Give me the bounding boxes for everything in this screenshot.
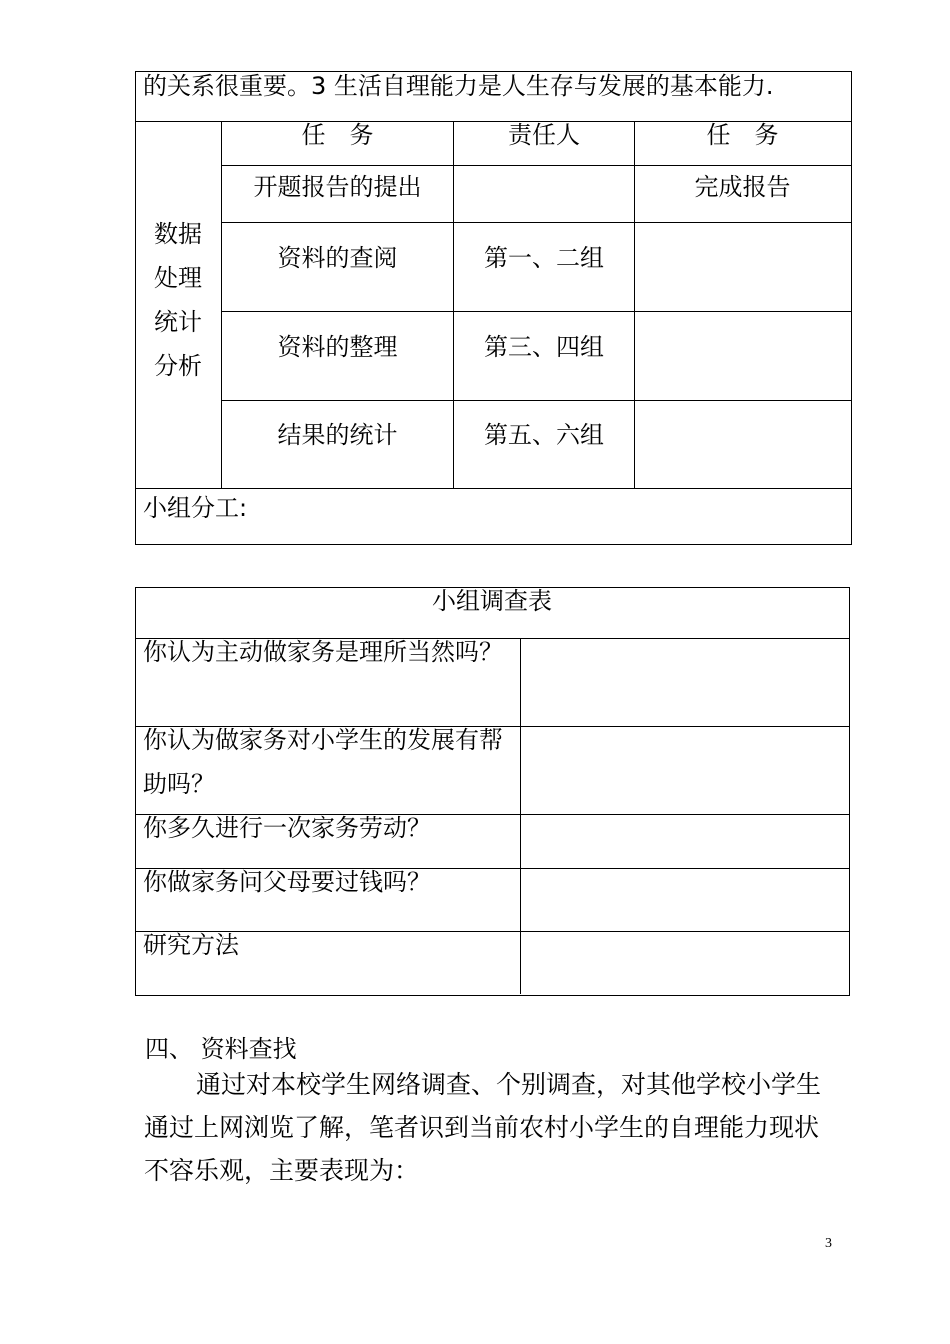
paragraph-line: 通过上网浏览了解，笔者识到当前农村小学生的自理能力现状 <box>144 1113 820 1142</box>
table-rule <box>135 488 851 489</box>
section-heading: 四、 资料查找 <box>145 1035 297 1063</box>
survey-question: 你做家务问父母要过钱吗？ <box>143 868 431 896</box>
side-label-line: 数据 <box>154 220 202 248</box>
table-continuation-text: 的关系很重要。3 生活自理能力是人生存与发展的基本能力. <box>143 72 774 100</box>
row-responsible: 第三、四组 <box>484 333 604 361</box>
group-division-label: 小组分工: <box>143 494 248 522</box>
survey-title: 小组调查表 <box>432 587 552 615</box>
row-task: 开题报告的提出 <box>253 173 422 201</box>
row-responsible: 第一、二组 <box>484 244 604 272</box>
header-task: 任 务 <box>301 121 374 149</box>
paragraph-line: 不容乐观，主要表现为： <box>144 1156 420 1185</box>
side-label-line: 统计 <box>154 308 202 336</box>
row-status: 完成报告 <box>694 173 791 201</box>
page-number: 3 <box>825 1236 832 1251</box>
paragraph-line: 通过对本校学生网络调查、个别调查，对其他学校小学生 <box>196 1070 822 1099</box>
table-rule <box>221 400 851 401</box>
side-label <box>136 212 220 388</box>
header-responsible: 责任人 <box>508 121 580 149</box>
side-label-line: 分析 <box>154 352 202 380</box>
side-label-line: 处理 <box>154 264 202 292</box>
header-task-2: 任 务 <box>706 121 779 149</box>
table-rule <box>221 311 851 312</box>
table-rule <box>221 222 851 223</box>
survey-question: 你多久进行一次家务劳动？ <box>143 814 431 842</box>
row-task: 资料的查阅 <box>277 244 398 272</box>
table-rule <box>520 638 521 994</box>
survey-question: 你认为做家务对小学生的发展有帮助吗？ <box>143 726 503 798</box>
survey-question: 研究方法 <box>143 931 239 959</box>
row-task: 资料的整理 <box>277 333 398 361</box>
table-rule <box>221 165 851 166</box>
row-task: 结果的统计 <box>277 421 398 449</box>
survey-question: 你认为主动做家务是理所当然吗？ <box>143 638 503 666</box>
row-responsible: 第五、六组 <box>484 421 604 449</box>
